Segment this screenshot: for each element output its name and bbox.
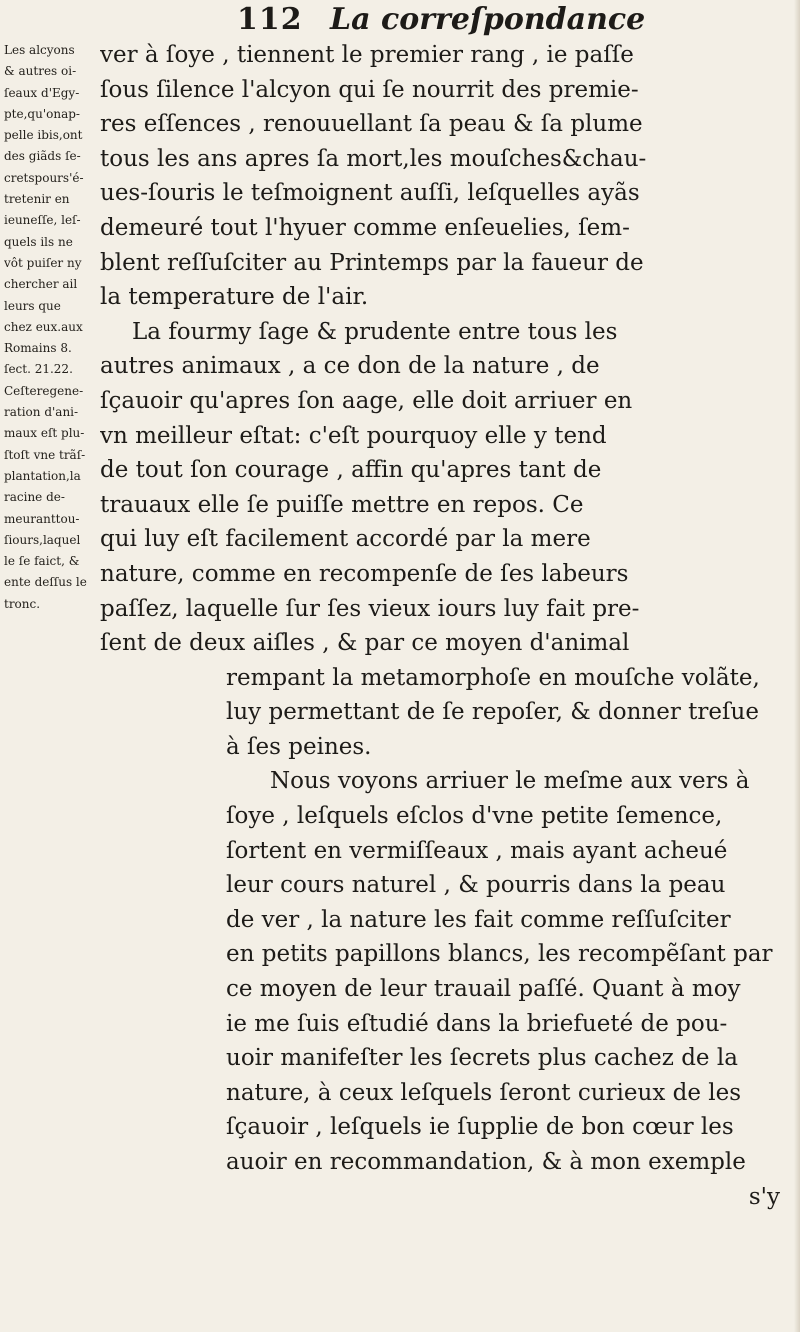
text-line: tous les ans apres ſa mort,les mouſches&chau- <box>100 145 647 172</box>
text-line: paſſez, laquelle ſur ſes vieux iours luy fait pre- <box>100 595 640 622</box>
text-line: en petits papillons blancs, les recompẽſant par <box>226 941 773 968</box>
text-line: ſortent en vermiſſeaux , mais ayant acheué <box>226 837 728 864</box>
margin-note-line: maux eſt plu- <box>4 426 85 441</box>
text-line: ie me ſuis eſtudié dans la briefueté de pou- <box>226 1010 728 1037</box>
text-line: ues-ſouris le teſmoignent auſſi, leſquelles ayãs <box>100 180 640 207</box>
page-number: 112 <box>237 2 303 37</box>
text-line: ſçauoir , leſquels ie ſupplie de bon cœur les <box>226 1114 734 1141</box>
margin-note-line: vôt puiſer ny <box>4 255 82 270</box>
text-line: autres animaux , a ce don de la nature , de <box>100 353 600 380</box>
paragraph-start-line: La fourmy ſage & prudente entre tous les <box>132 318 618 345</box>
margin-note-line: chez eux.aux <box>4 319 83 334</box>
text-line: blent reſſuſciter au Printemps par la faueur de <box>100 249 644 276</box>
text-line: luy permettant de ſe repoſer, & donner treſue <box>226 699 759 726</box>
margin-note-line: des giãds ſe- <box>4 149 81 164</box>
margin-note-line: quels ils ne <box>4 234 73 249</box>
margin-note-line: Romains 8. <box>4 341 72 356</box>
text-line: ſoye , leſquels eſclos d'vne petite ſemence, <box>226 803 723 830</box>
margin-note-line: meuranttou- <box>4 511 80 526</box>
margin-note-line: tronc. <box>4 596 41 611</box>
text-line: uoir manifeſter les ſecrets plus cachez de la <box>226 1045 738 1072</box>
text-line: ſous ſilence l'alcyon qui ſe nourrit des premie- <box>100 76 639 103</box>
text-line: de tout ſon courage , affin qu'apres tant de <box>100 457 602 484</box>
text-line: qui luy eſt facilement accordé par la mere <box>100 526 591 553</box>
text-line: res eſſences , renouuellant ſa peau & ſa plume <box>100 111 643 138</box>
text-line: nature, comme en recompenſe de ſes labeurs <box>100 560 629 587</box>
margin-note-line: tretenir en <box>4 192 70 207</box>
text-line: nature, à ceux leſquels ſeront curieux de les <box>226 1079 742 1106</box>
text-line: ce moyen de leur trauail paſſé. Quant à moy <box>226 976 741 1003</box>
text-line: ver à ſoye , tiennent le premier rang , ie paſſe <box>100 42 634 68</box>
margin-note-line: & autres oi- <box>4 64 77 79</box>
text-line: à ſes peines. <box>226 733 372 760</box>
margin-note-line: leurs que <box>4 298 61 313</box>
text-line: de ver , la nature les fait comme reſſuſciter <box>226 906 731 933</box>
margin-note-line: pte,qu'onap- <box>4 106 80 121</box>
running-head <box>0 0 800 40</box>
text-line: rempant la metamorphoſe en mouſche volãte, <box>226 664 760 691</box>
margin-note-line: ſtoſt vne trãſ- <box>4 447 86 462</box>
margin-note-line: ration d'ani- <box>4 405 79 420</box>
margin-note-line: ſiours,laquel <box>4 532 81 547</box>
text-line: demeuré tout l'hyuer comme enſeuelies, ſem- <box>100 214 630 241</box>
running-title: La correſpondance <box>330 2 646 37</box>
text-line: vn meilleur eſtat: c'eſt pourquoy elle y tend <box>100 422 607 449</box>
catchword: s'y <box>748 1183 780 1210</box>
margin-note-line: Ceſteregene- <box>4 383 84 398</box>
margin-note-line: pelle ibis,ont <box>4 128 83 143</box>
text-line: ſent de deux aiſles , & par ce moyen d'animal <box>100 630 630 657</box>
margin-note-line: le ſe faict, & <box>4 554 80 569</box>
text-line: auoir en recommandation, & à mon exemple <box>226 1149 746 1175</box>
margin-note-line: ieuneſſe, leſ- <box>4 213 81 228</box>
paragraph-start-line: Nous voyons arriuer le meſme aux vers à <box>270 768 750 795</box>
text-line: trauaux elle ſe puiſſe mettre en repos. Ce <box>100 491 584 518</box>
page-edge-shadow <box>794 0 800 1332</box>
margin-notes <box>4 40 96 615</box>
margin-note-line: cretspours'é- <box>4 170 84 185</box>
margin-note-line: Les alcyons <box>4 43 75 57</box>
margin-note-line: ente deſſus le <box>4 575 87 590</box>
margin-note-line: plantation,la <box>4 468 81 483</box>
text-line: leur cours naturel , & pourris dans la peau <box>226 872 726 899</box>
margin-note-line: ſect. 21.22. <box>4 362 73 377</box>
body-text <box>100 38 800 1214</box>
margin-note-line: chercher ail <box>4 277 78 292</box>
margin-note-line: ſeaux d'Egy- <box>4 85 80 100</box>
margin-note-line: racine de- <box>4 490 65 505</box>
text-line: ſçauoir qu'apres ſon aage, elle doit arriuer en <box>100 387 633 414</box>
text-line: la temperature de l'air. <box>100 284 369 311</box>
